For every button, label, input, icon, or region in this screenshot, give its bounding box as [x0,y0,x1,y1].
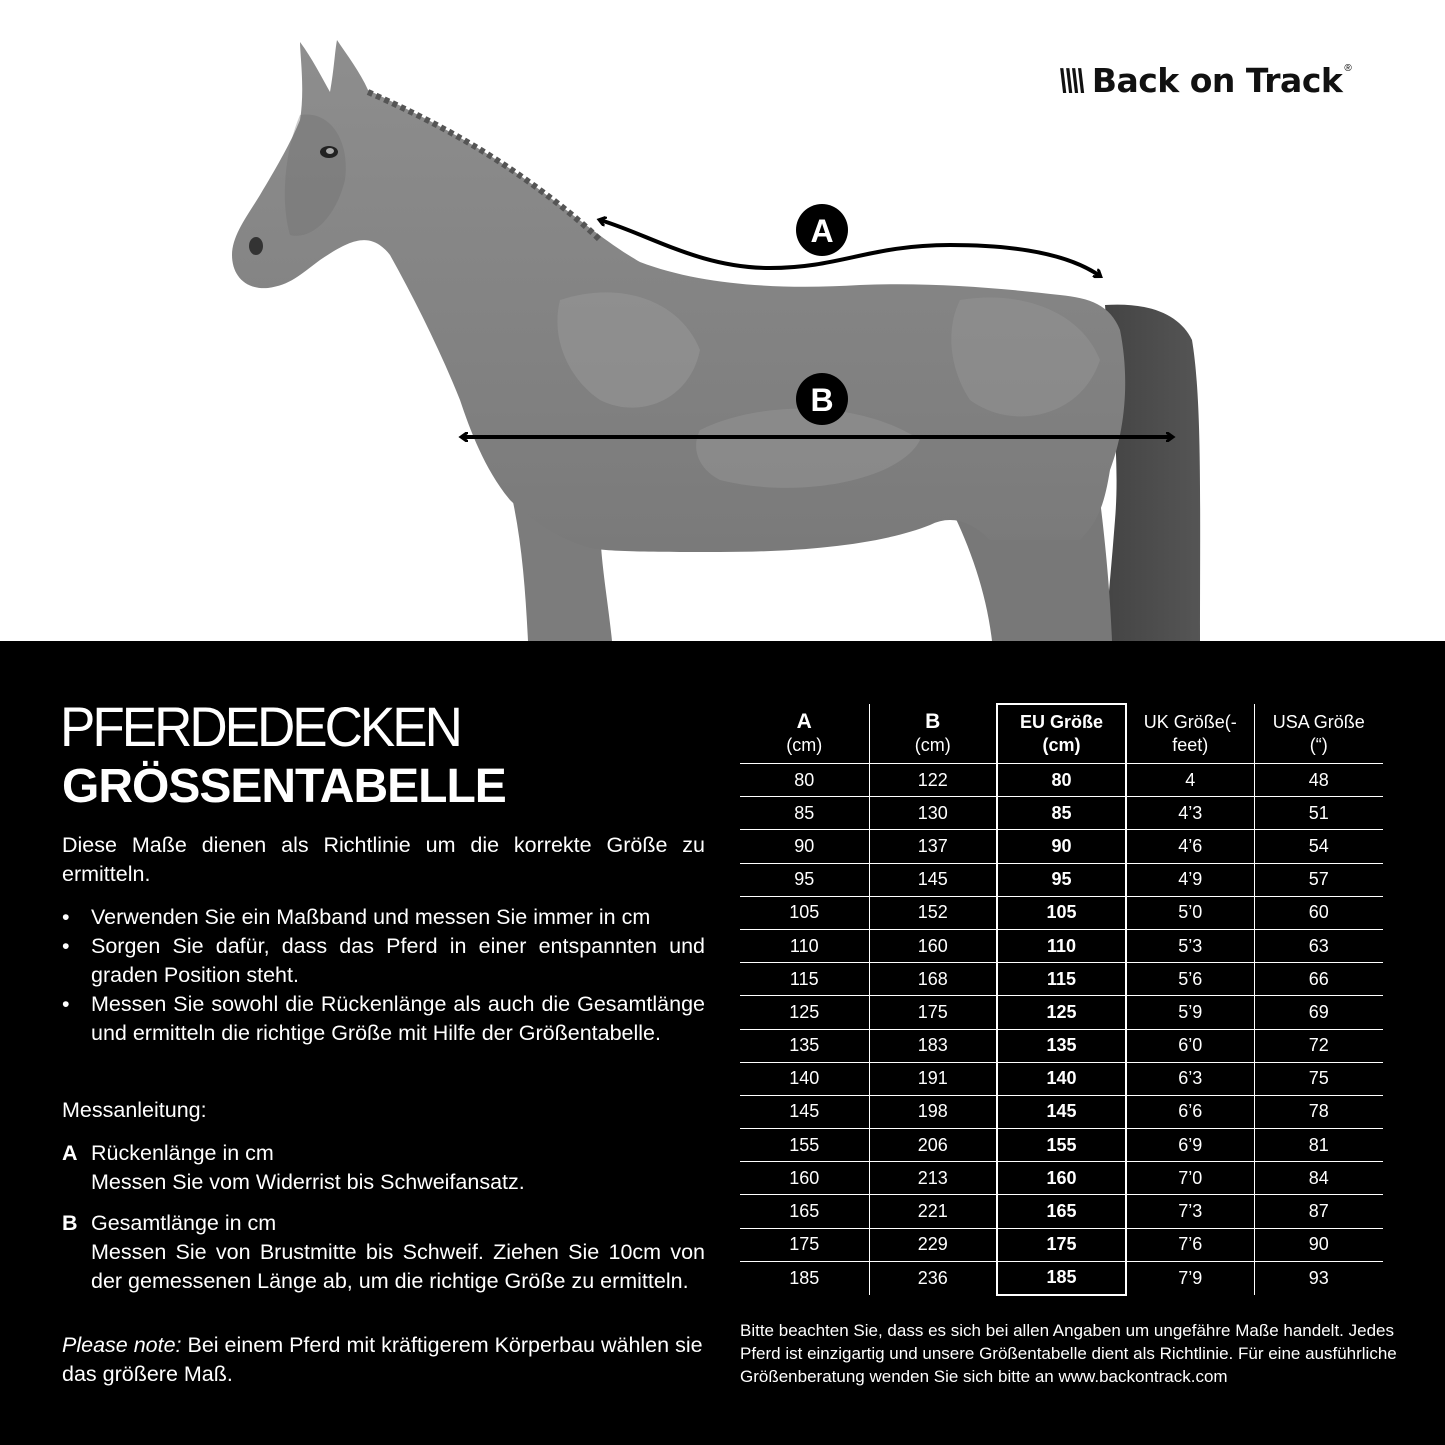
table-cell: 185 [740,1261,869,1295]
table-row [740,1162,1383,1195]
table-cell: 110 [740,929,869,962]
table-cell: 90 [1254,1228,1383,1261]
table-cell: 75 [1254,1062,1383,1095]
table-cell: 140 [740,1062,869,1095]
table-cell: 78 [1254,1095,1383,1128]
table-header-cell [740,704,869,764]
table-cell: 191 [869,1062,997,1095]
table-cell: 4’3 [1126,797,1254,830]
table-cell: 7’9 [1126,1261,1254,1295]
table-cell: 4 [1126,764,1254,797]
table-header-main: B [925,710,941,733]
table-cell: 236 [869,1261,997,1295]
table-row [740,863,1383,896]
instruction-b-heading: Gesamtlänge in cm [91,1211,277,1235]
table-header-row [740,704,1383,764]
bullet-item: • Verwenden Sie ein Maßband und messen Sie immer in cm [62,903,705,932]
table-cell: 229 [869,1228,997,1261]
table-header-cell [869,704,997,764]
table-cell: 155 [740,1129,869,1162]
heading-line-2: GRÖSSENTABELLE [62,760,506,813]
table-row [740,1129,1383,1162]
table-cell: 168 [869,963,997,996]
measurement-b-label: B [810,382,834,418]
table-body [740,764,1383,1296]
table-cell: 7’0 [1126,1162,1254,1195]
table-header-sub: (cm) [1042,735,1081,755]
table-row [740,963,1383,996]
table-row [740,1095,1383,1128]
instructions-title: Messanleitung: [62,1098,207,1122]
table-cell: 175 [740,1228,869,1261]
table-cell: 155 [997,1129,1126,1162]
table-cell: 87 [1254,1195,1383,1228]
table-cell: 213 [869,1162,997,1195]
table-cell: 54 [1254,830,1383,863]
table-cell: 85 [740,797,869,830]
table-cell: 135 [997,1029,1126,1062]
table-cell: 145 [997,1095,1126,1128]
table-cell: 160 [740,1162,869,1195]
brand-name: Back on Track [1091,60,1343,100]
instruction-b-text: Messen Sie von Brustmitte bis Schweif. Ziehen Sie 10cm von der gemessenen Länge ab, um die richtige Größe zu ermitteln. [91,1240,705,1293]
brand-logo-icon: \\\\ [1058,62,1082,98]
table-header-cell [1254,704,1383,764]
table-cell: 160 [869,929,997,962]
table-cell: 206 [869,1129,997,1162]
table-header-main: A [796,710,812,733]
table-cell: 4’9 [1126,863,1254,896]
table-row [740,1261,1383,1295]
table-cell: 60 [1254,896,1383,929]
table-cell: 80 [997,764,1126,797]
table-header-main: EU Größe [1019,712,1103,732]
table-cell: 80 [740,764,869,797]
table-cell: 105 [997,896,1126,929]
table-cell: 7’3 [1126,1195,1254,1228]
table-row [740,896,1383,929]
note-text: Bei einem Pferd mit kräftigerem Körperbau wählen sie das größere Maß. [62,1333,703,1386]
note-label: Please note: [62,1333,182,1357]
table-row [740,764,1383,797]
table-header-sub: (“) [1309,734,1328,755]
table-cell: 152 [869,896,997,929]
table-header-main: USA Größe [1272,711,1365,732]
table-cell: 66 [1254,963,1383,996]
table-cell: 137 [869,830,997,863]
instruction-b-letter: B [62,1211,78,1235]
table-cell: 122 [869,764,997,797]
instruction-b [62,1209,705,1296]
measurement-a-arrow [600,220,1100,276]
table-row [740,1062,1383,1095]
horse-body [232,40,1125,552]
table-row [740,929,1383,962]
please-note [62,1331,712,1389]
registered-mark: ® [1344,62,1352,74]
table-cell: 5’3 [1126,929,1254,962]
bullet-list [62,903,705,1048]
table-header-cell [997,704,1126,764]
table-row [740,1195,1383,1228]
table-cell: 115 [997,963,1126,996]
instruction-a [62,1139,705,1197]
illustration-panel [0,0,1445,641]
measurement-a-label: A [810,213,834,249]
heading-line-1: PFERDEDECKEN [60,696,460,759]
table-cell: 185 [997,1261,1126,1295]
disclaimer-text: Bitte beachten Sie, dass es sich bei allen Angaben um ungefähre Maße handelt. Jedes Pferd ist einzigartig und unsere Größentabelle dient als Richtlinie. Für eine ausführliche Größenberatung wenden Sie sich bitte an www.backontrack.com [740,1321,1397,1386]
table-cell: 90 [997,830,1126,863]
table-cell: 48 [1254,764,1383,797]
table-cell: 130 [869,797,997,830]
table-cell: 7’6 [1126,1228,1254,1261]
table-cell: 95 [997,863,1126,896]
table-header-sub: (cm) [786,735,823,755]
table-cell: 145 [740,1095,869,1128]
table-header-sub: (cm) [914,735,951,755]
table-cell: 125 [740,996,869,1029]
table-cell: 135 [740,1029,869,1062]
table-row [740,797,1383,830]
table-cell: 105 [740,896,869,929]
brand-logo [1058,58,1352,102]
table-cell: 81 [1254,1129,1383,1162]
intro-text: Diese Maße dienen als Richtlinie um die korrekte Größe zu ermitteln. [62,833,705,886]
table-cell: 6’9 [1126,1129,1254,1162]
table-cell: 57 [1254,863,1383,896]
table-cell: 125 [997,996,1126,1029]
bullet-item: • Sorgen Sie dafür, dass das Pferd in einer entspannten und graden Position steht. [62,932,705,990]
table-header-main: UK Größe(- [1143,711,1237,732]
table-cell: 5’9 [1126,996,1254,1029]
instruction-a-text: Messen Sie vom Widerrist bis Schweifansatz. [91,1170,525,1194]
instruction-a-heading: Rückenlänge in cm [91,1141,274,1165]
table-cell: 160 [997,1162,1126,1195]
table-cell: 85 [997,797,1126,830]
table-cell: 93 [1308,1267,1329,1288]
table-cell: 5’6 [1126,963,1254,996]
table-cell: 69 [1254,996,1383,1029]
table-cell: 6’0 [1126,1029,1254,1062]
table-cell: 110 [997,929,1126,962]
table-cell: 4’6 [1126,830,1254,863]
table-cell: 165 [997,1195,1126,1228]
table-cell: 95 [740,863,869,896]
table-header-sub: feet) [1172,734,1209,755]
table-cell: 165 [740,1195,869,1228]
table-row [740,996,1383,1029]
table-cell: 115 [740,963,869,996]
table-cell: 140 [997,1062,1126,1095]
bullet-item: • Messen Sie sowohl die Rückenlänge als auch die Gesamtlänge und ermitteln die richtige Größe mit Hilfe der Größentabelle. [62,990,705,1048]
size-table [740,703,1383,1296]
table-cell: 51 [1254,797,1383,830]
table-cell: 175 [869,996,997,1029]
table-cell: 90 [740,830,869,863]
table-cell: 183 [869,1029,997,1062]
table-cell: 63 [1254,929,1383,962]
table-cell: 175 [997,1228,1126,1261]
table-cell: 145 [869,863,997,896]
table-cell: 5’0 [1126,896,1254,929]
info-panel [0,641,1445,1445]
table-row [740,1228,1383,1261]
table-cell: 84 [1254,1162,1383,1195]
table-cell: 6’6 [1126,1095,1254,1128]
instruction-a-letter: A [62,1141,78,1165]
table-cell: 221 [869,1195,997,1228]
table-cell: 198 [869,1095,997,1128]
table-row [740,1029,1383,1062]
table-cell: 6’3 [1126,1062,1254,1095]
table-cell: 72 [1254,1029,1383,1062]
table-header-cell [1126,704,1254,764]
table-row [740,830,1383,863]
